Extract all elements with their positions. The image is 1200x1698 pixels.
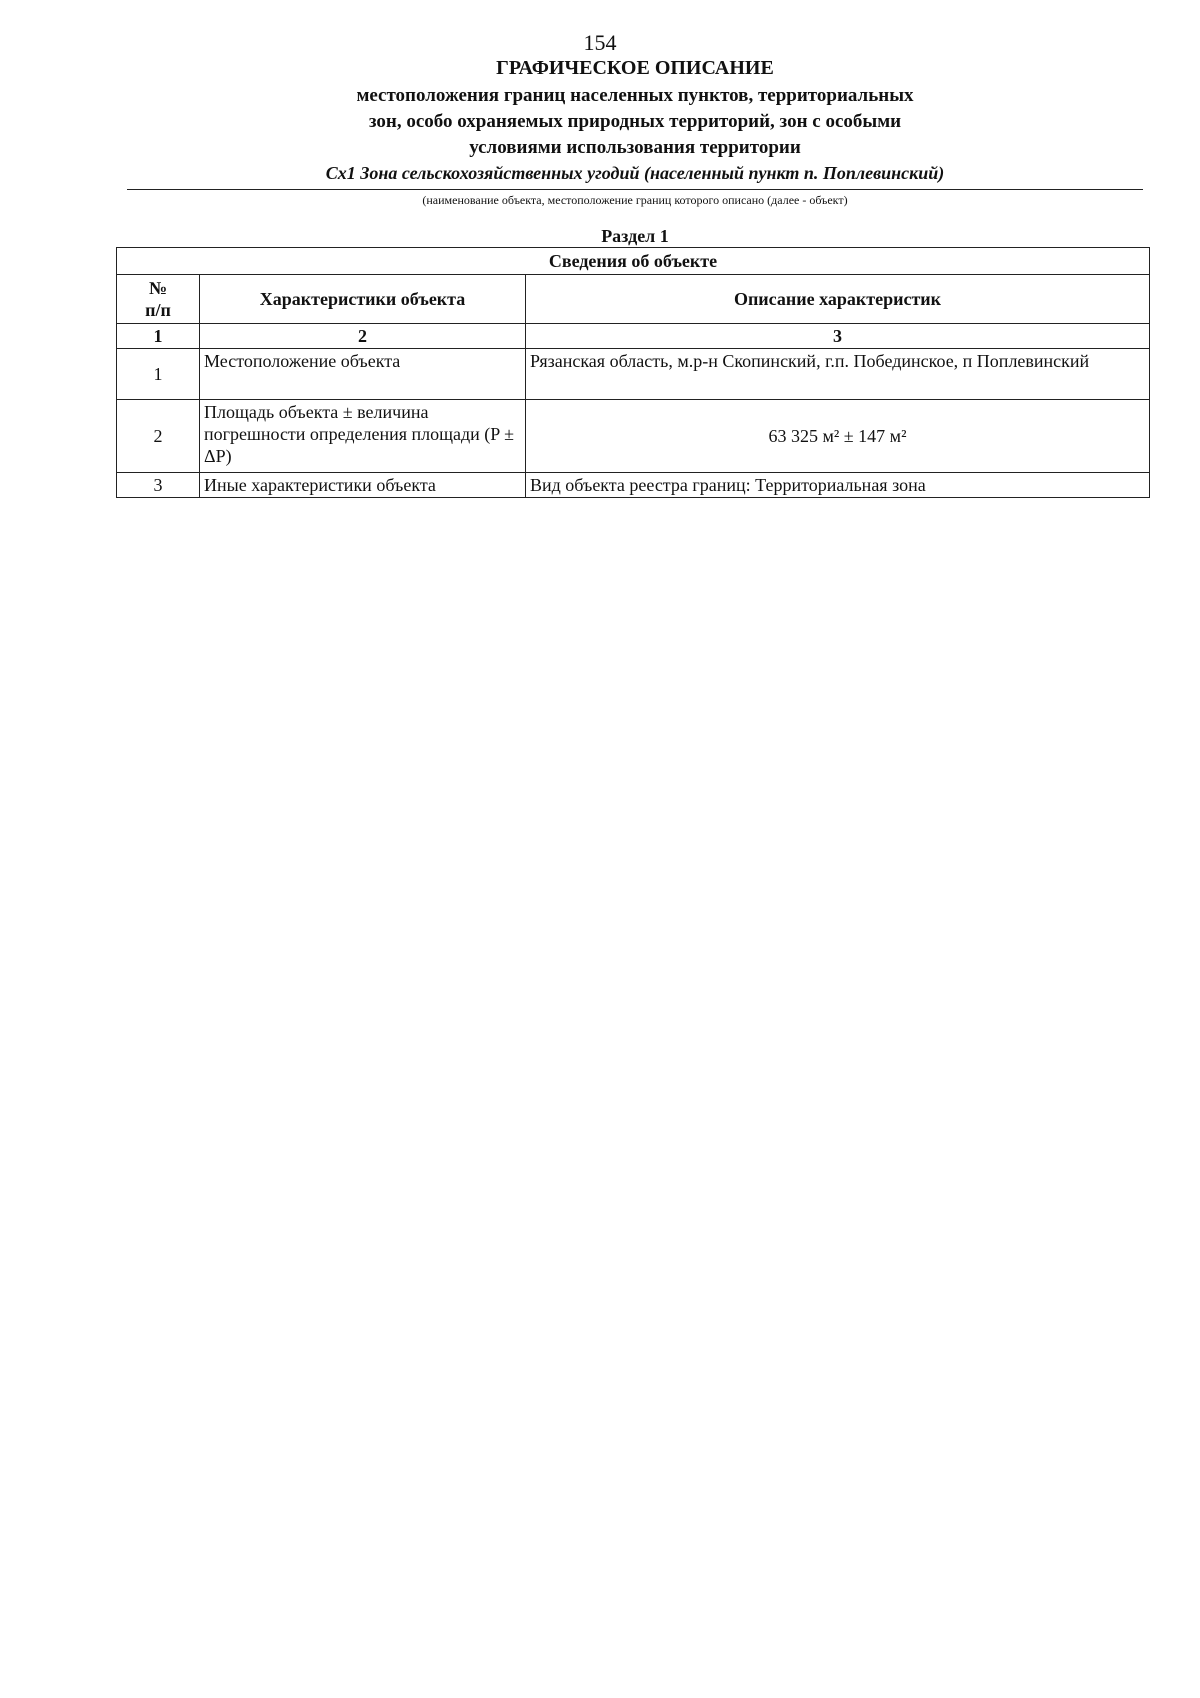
document-subtitle — [0, 83, 1200, 161]
table-header-row — [117, 275, 1150, 324]
table-row — [117, 473, 1150, 498]
header-characteristic: Характеристики объекта — [200, 275, 526, 324]
row-number: 2 — [117, 400, 200, 473]
row-number: 1 — [117, 349, 200, 400]
column-number: 3 — [526, 324, 1150, 349]
row-description: Рязанская область, м.р-н Скопинский, г.п. Побединское, п Поплевинский — [526, 349, 1150, 400]
table-row — [117, 400, 1150, 473]
object-name: Сх1 Зона сельскохозяйственных угодий (населенный пункт п. Поплевинский) — [325, 163, 945, 183]
row-characteristic: Иные характеристики объекта — [200, 473, 526, 498]
subtitle-line: условиями использования территории — [469, 137, 801, 158]
row-characteristic: Площадь объекта ± величина погрешности определения площади (P ± ΔP) — [200, 400, 526, 473]
column-number: 2 — [200, 324, 526, 349]
page-number: 154 — [583, 30, 617, 55]
section-title: Раздел 1 — [601, 226, 669, 246]
row-description: Вид объекта реестра границ: Территориальная зона — [526, 473, 1150, 498]
table-caption-row — [117, 248, 1150, 275]
row-characteristic: Местоположение объекта — [200, 349, 526, 400]
column-number-row — [117, 324, 1150, 349]
header-number: № п/п — [117, 275, 200, 324]
column-number: 1 — [117, 324, 200, 349]
object-info-table — [116, 247, 1150, 498]
object-name-underline — [127, 189, 1143, 190]
row-description: 63 325 м² ± 147 м² — [526, 400, 1150, 473]
subtitle-line: местоположения границ населенных пунктов, территориальных — [356, 85, 914, 106]
header-description: Описание характеристик — [526, 275, 1150, 324]
table-row — [117, 349, 1150, 400]
object-name-caption: (наименование объекта, местоположение границ которого описано (далее - объект) — [422, 193, 848, 207]
document-title: ГРАФИЧЕСКОЕ ОПИСАНИЕ — [496, 57, 774, 79]
row-number: 3 — [117, 473, 200, 498]
table-caption: Сведения об объекте — [117, 248, 1150, 275]
subtitle-line: зон, особо охраняемых природных территорий, зон с особыми — [368, 111, 902, 132]
